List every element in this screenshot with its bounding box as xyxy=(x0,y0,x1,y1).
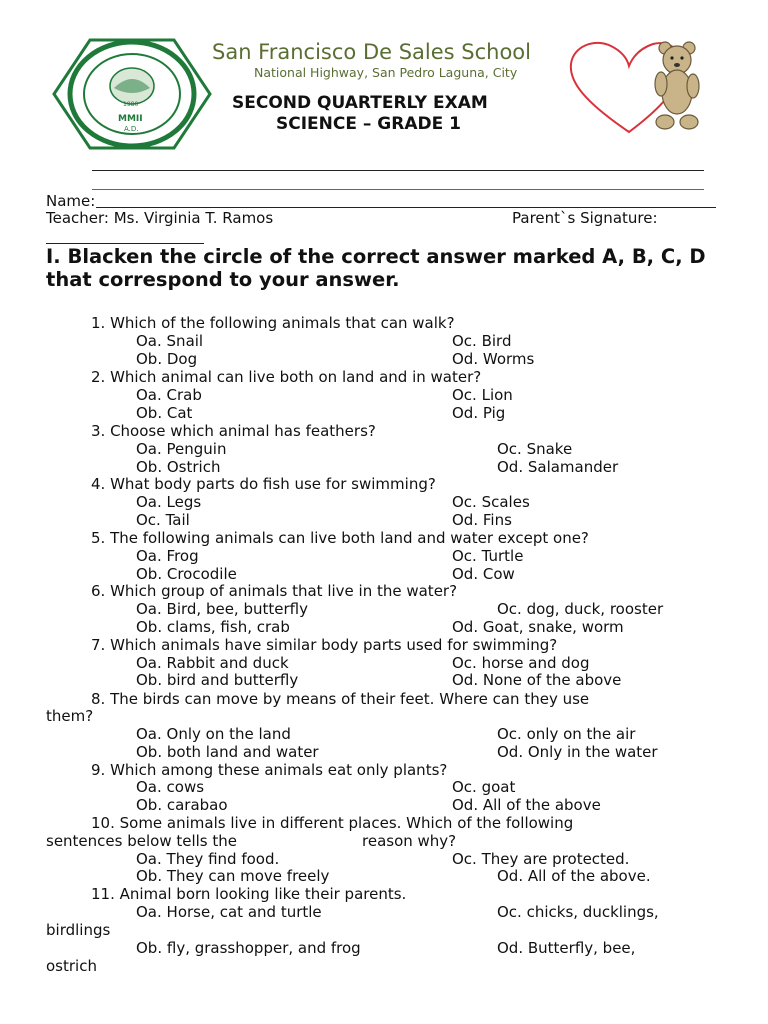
name-label: Name: xyxy=(46,192,96,210)
option-9d[interactable]: Od. All of the above xyxy=(452,796,601,814)
exam-subject: SCIENCE – GRADE 1 xyxy=(276,114,461,134)
divider-line xyxy=(92,170,704,171)
option-7a[interactable]: Oa. Rabbit and duck xyxy=(136,654,289,672)
option-4d[interactable]: Od. Fins xyxy=(452,511,512,529)
option-10d[interactable]: Od. All of the above. xyxy=(497,867,651,885)
option-6a[interactable]: Oa. Bird, bee, butterfly xyxy=(136,600,308,618)
option-11d[interactable]: Od. Butterfly, bee, xyxy=(497,939,636,957)
question-8-cont: them? xyxy=(46,707,94,725)
question-5: 5. The following animals can live both land and water except one? xyxy=(91,529,589,547)
option-9a[interactable]: Oa. cows xyxy=(136,778,205,796)
option-10a[interactable]: Oa. They find food. xyxy=(136,850,280,868)
option-11a-cont: birdlings xyxy=(46,921,111,939)
option-2c[interactable]: Oc. Lion xyxy=(452,386,513,404)
option-3a[interactable]: Oa. Penguin xyxy=(136,440,227,458)
option-9c[interactable]: Oc. goat xyxy=(452,778,516,796)
option-4c[interactable]: Oc. Scales xyxy=(452,493,530,511)
instructions-heading: I. Blacken the circle of the correct answer marked A, B, C, D that correspond to your answer. xyxy=(46,245,706,291)
question-6: 6. Which group of animals that live in the water? xyxy=(91,582,458,600)
question-8: 8. The birds can move by means of their feet. Where can they use xyxy=(91,690,590,708)
parent-signature-field[interactable] xyxy=(46,243,204,244)
question-10-cont2: reason why? xyxy=(362,832,457,850)
option-1b[interactable]: Ob. Dog xyxy=(136,350,198,368)
exam-title: SECOND QUARTERLY EXAM xyxy=(232,93,488,113)
option-5c[interactable]: Oc. Turtle xyxy=(452,547,524,565)
question-10: 10. Some animals live in different places. Which of the following xyxy=(91,814,574,832)
option-3c[interactable]: Oc. Snake xyxy=(497,440,573,458)
option-9b[interactable]: Ob. carabao xyxy=(136,796,228,814)
teacher-label: Teacher: Ms. Virginia T. Ramos xyxy=(46,209,274,227)
name-field[interactable] xyxy=(96,207,716,208)
question-11: 11. Animal born looking like their parents. xyxy=(91,885,407,903)
option-1a[interactable]: Oa. Snail xyxy=(136,332,204,350)
question-7: 7. Which animals have similar body parts used for swimming? xyxy=(91,636,558,654)
option-7c[interactable]: Oc. horse and dog xyxy=(452,654,590,672)
option-5d[interactable]: Od. Cow xyxy=(452,565,515,583)
school-address: National Highway, San Pedro Laguna, City xyxy=(254,65,518,80)
option-7b[interactable]: Ob. bird and butterfly xyxy=(136,671,299,689)
option-3d[interactable]: Od. Salamander xyxy=(497,458,619,476)
option-3b[interactable]: Ob. Ostrich xyxy=(136,458,221,476)
logo-era: A.D. xyxy=(124,125,139,133)
question-9: 9. Which among these animals eat only plants? xyxy=(91,761,448,779)
option-6c[interactable]: Oc. dog, duck, rooster xyxy=(497,600,664,618)
option-1d[interactable]: Od. Worms xyxy=(452,350,535,368)
logo-founded: MMII xyxy=(118,114,143,124)
option-4b[interactable]: Oc. Tail xyxy=(136,511,190,529)
option-1c[interactable]: Oc. Bird xyxy=(452,332,512,350)
school-seal-icon xyxy=(52,38,212,150)
option-4a[interactable]: Oa. Legs xyxy=(136,493,202,511)
option-2b[interactable]: Ob. Cat xyxy=(136,404,193,422)
option-5b[interactable]: Ob. Crocodile xyxy=(136,565,237,583)
option-10c[interactable]: Oc. They are protected. xyxy=(452,850,630,868)
option-8a[interactable]: Oa. Only on the land xyxy=(136,725,291,743)
option-5a[interactable]: Oa. Frog xyxy=(136,547,199,565)
option-6d[interactable]: Od. Goat, snake, worm xyxy=(452,618,624,636)
teddy-bear-heart-icon xyxy=(565,36,705,136)
logo-year: 1980 xyxy=(123,101,139,108)
question-4: 4. What body parts do fish use for swimming? xyxy=(91,475,436,493)
option-11a[interactable]: Oa. Horse, cat and turtle xyxy=(136,903,322,921)
option-11b-cont: ostrich xyxy=(46,957,97,975)
question-1: 1. Which of the following animals that can walk? xyxy=(91,314,455,332)
question-3: 3. Choose which animal has feathers? xyxy=(91,422,376,440)
option-6b[interactable]: Ob. clams, fish, crab xyxy=(136,618,290,636)
parent-signature-label: Parent`s Signature: xyxy=(512,209,658,227)
question-10-cont: sentences below tells the xyxy=(46,832,238,850)
school-name: San Francisco De Sales School xyxy=(212,40,531,64)
option-10b[interactable]: Ob. They can move freely xyxy=(136,867,330,885)
option-11c[interactable]: Oc. chicks, ducklings, xyxy=(497,903,659,921)
divider-line-red xyxy=(92,189,704,190)
option-8c[interactable]: Oc. only on the air xyxy=(497,725,636,743)
option-2a[interactable]: Oa. Crab xyxy=(136,386,202,404)
option-8d[interactable]: Od. Only in the water xyxy=(497,743,658,761)
option-8b[interactable]: Ob. both land and water xyxy=(136,743,319,761)
option-11b[interactable]: Ob. fly, grasshopper, and frog xyxy=(136,939,361,957)
option-2d[interactable]: Od. Pig xyxy=(452,404,506,422)
option-7d[interactable]: Od. None of the above xyxy=(452,671,622,689)
question-2: 2. Which animal can live both on land and in water? xyxy=(91,368,482,386)
